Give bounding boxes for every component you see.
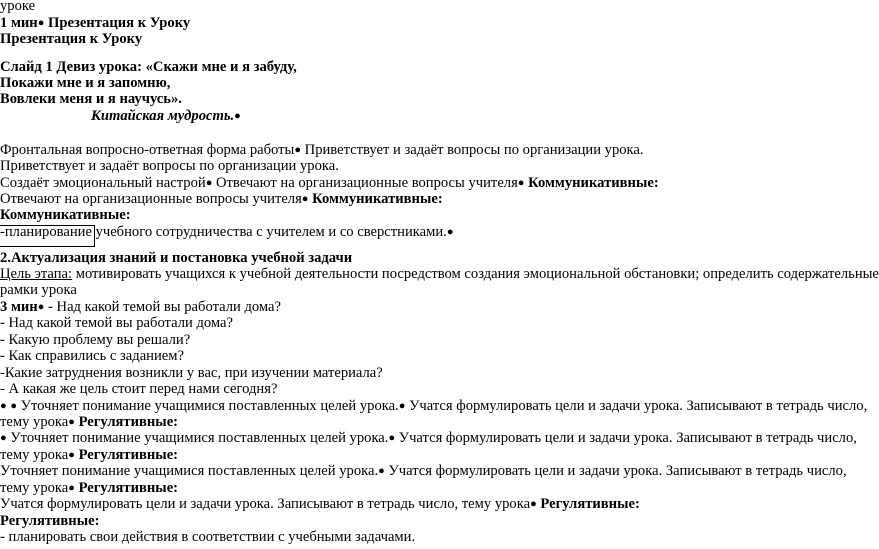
bullet-icon: ● [517,176,525,189]
line-lesson-tail: уроке [0,0,36,15]
line-planning: -планирование учебного сотрудничества с учителем и со сверстниками.● [0,223,454,240]
line-topic-1: тему урока● Регулятивные: [0,413,179,430]
bullet-icon: ● [68,448,75,461]
line-mood: Создаёт эмоциональный настрой● Отвечают на организационные вопросы учителя● Коммуникативные: [0,174,659,191]
bullet-icon: ● [10,399,17,412]
line-question-3: - Как справились с заданием? [0,348,184,365]
line-question-1: - Над какой темой вы работали дома? [0,315,233,332]
line-question-2: - Какую проблему вы решали? [0,331,191,348]
bullet-icon: ● [37,300,45,313]
bullet-icon: ● [301,193,309,205]
line-presentation: Презентация к Уроку [0,31,143,48]
bullet-icon: ● [378,465,385,478]
line-clarify-1: ● ● Уточняет понимание учащимися поставленных целей урока.● Учатся формулировать цели и задачи урока. Записывают в тетрадь число, [0,397,868,414]
bullet-icon: ● [68,415,75,428]
line-stage-time: 1 мин● Презентация к Уроку [0,14,191,31]
line-clarify-3: Уточняет понимание учащимися поставленных целей урока.● Учатся формулировать цели и задачи урока. Записывают в тетрадь число, [0,463,847,480]
line-motto-author: Китайская мудрость.● [91,107,241,124]
line-motto-3: Вовлеки меня и я научусь». [0,91,182,108]
line-greets: Приветствует и задаёт вопросы по организации урока. [0,158,339,175]
line-motto-2: Покажи мне и я запомню, [0,75,171,91]
line-topic-3: тему урока● Регулятивные: [0,479,179,496]
line-learn: Учатся формулировать цели и задачи урока. Записывают в тетрадь число, тему урока● Регулятивные: [0,496,640,513]
bullet-icon: ● [388,432,396,445]
line-communicative: Коммуникативные: [0,207,131,224]
line-stage-goal: Цель этапа: мотивировать учащихся к учебной деятельности посредством создания эмоциональной обстановки; определить содержательные [0,265,879,282]
bullet-icon: ● [398,399,406,412]
line-question-5: - А какая же цель стоит перед нами сегодня? [0,381,278,397]
bullet-icon: ● [37,16,45,29]
bullet-icon: ● [446,225,454,238]
bullet-icon: ● [0,399,7,412]
line-stage-goal-cont: рамки урока [0,282,77,299]
line-topic-2: тему урока● Регулятивные: [0,446,179,463]
bullet-icon: ● [234,109,241,122]
section-heading: 2.Актуализация знаний и постановка учебной задачи [0,249,353,266]
line-frontal-form: Фронтальная вопросно-ответная форма работы● Приветствует и задаёт вопросы по организации урока. [0,141,644,158]
time-label: 1 мин [0,14,38,31]
line-clarify-2: ● Уточняет понимание учащимися поставленных целей урока.● Учатся формулировать цели и задачи урока. Записывают в тетрадь число, [0,430,857,447]
bullet-icon: ● [0,432,7,445]
line-plan-actions: - планировать свои действия в соответствии с учебными задачами. [0,529,416,545]
bullet-icon: ● [294,143,302,156]
line-answers: Отвечают на организационные вопросы учителя● Коммуникативные: [0,191,443,207]
bullet-icon: ● [68,481,75,494]
bullet-icon: ● [530,498,537,511]
line-motto-1: Слайд 1 Девиз урока: «Скажи мне и я забуду, [0,58,297,75]
empty-table-cell [0,225,95,247]
line-question-4: -Какие затруднения возникли у вас, при изучении материала? [0,364,383,381]
bullet-icon: ● [205,176,213,189]
line-stage-time-2: 3 мин● - Над какой темой вы работали дома? [0,298,282,315]
line-regulative: Регулятивные: [0,512,100,529]
